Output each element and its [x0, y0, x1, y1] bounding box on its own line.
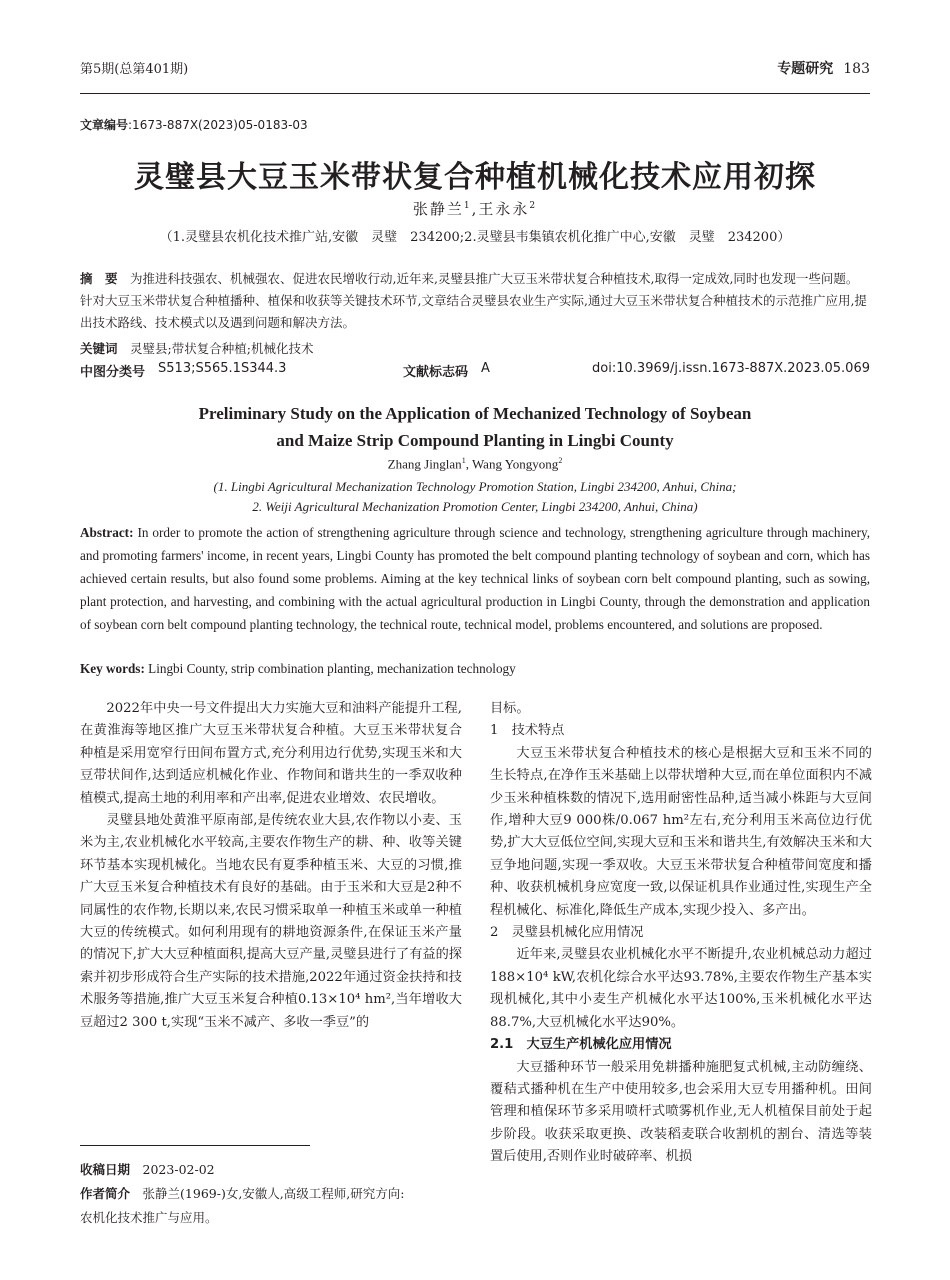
author-bio-cont: 农机化技术推广与应用。	[80, 1210, 218, 1225]
english-abstract: Abstract: In order to promote the action of strengthening agriculture through science and technology, strengthening agriculture through machinery, and promoting farmers' income, in recent years, Lingbi County has promoted the belt compound planting technology of soybean and corn, which has achieved certain results, but also found some problems. Aiming at the key technical links of soybean corn belt compound planting, such as sowing, plant protection, and harvesting, and combining with the actual agricultural production in Lingbi County, through the demonstration and application of soybean corn belt compound planting technology, the technical route, technical model, problems encountered, and solutions are proposed.	[80, 525, 871, 632]
chinese-authors: 张静兰$^1$,王永永$^2$	[412, 200, 538, 218]
section-and-page	[777, 58, 870, 78]
footnote-rule	[80, 1145, 310, 1146]
received-date: 收稿日期 2023-02-02	[80, 1162, 215, 1177]
chinese-keywords: 关键词 灵璧县;带状复合种植;机械化技术	[80, 341, 314, 356]
doi: doi:10.3969/j.issn.1673-887X.2023.05.069	[592, 361, 870, 376]
body-paragraph: 大豆播种环节一般采用免耕播种施肥复式机械,主动防缠绕、覆秸式播种机在生产中使用较多,也会采用大豆专用播种机。田间管理和植保环节多采用喷杆式喷雾机作业,无人机植保目前处于起步阶段。收获采取更换、改装稻麦联合收割机的割台、清选等装置后使用,否则作业时破碎率、机损	[490, 1059, 872, 1165]
body-paragraph: 目标。	[490, 701, 530, 716]
classification-row	[80, 361, 870, 383]
english-keywords: Key words: Lingbi County, strip combination planting, mechanization technology	[80, 661, 516, 676]
issue-info: 第5期(总第401期)	[80, 62, 189, 77]
body-right-column	[490, 698, 872, 1169]
chinese-affiliation: （1.灵璧县农机化技术推广站,安徽 灵璧 234200;2.灵璧县韦集镇农机化推广中心,安徽 灵璧 234200）	[159, 230, 791, 245]
clc-number: 中图分类号 S513;S565.1S344.3	[80, 361, 287, 380]
body-paragraph: 2022年中央一号文件提出大力实施大豆和油料产能提升工程,在黄淮海等地区推广大豆玉米带状复合种植。大豆玉米带状复合种植是采用宽窄行田间布置方式,充分利用边行优势,实现玉米和大豆带状间作,达到适应机械化作业、作物间和谐共生的一季双收种植模式,提高土地的利用率和产出率,促进农业增效、农民增收。	[80, 701, 462, 806]
page-number: 183	[843, 61, 870, 77]
article-number: 文章编号:1673-887X(2023)05-0183-03	[80, 118, 308, 132]
english-authors: Zhang Jinglan$^1$, Wang Yongyong$^2$	[387, 456, 563, 472]
header-rule	[80, 93, 870, 94]
running-header	[80, 58, 870, 80]
body-paragraph: 灵璧县地处黄淮平原南部,是传统农业大县,农作物以小麦、玉米为主,农业机械化水平较高,主要农作物生产的耕、种、收等关键环节基本实现机械化。当地农民有夏季种植玉米、大豆的习惯,推广大豆玉米复合种植技术有良好的基础。由于玉米和大豆是2种不同属性的农作物,长期以来,农民习惯采取单一种植玉米或单一种植大豆的传统模式。如何利用现有的耕地资源条件,在保证玉米产量的情况下,扩大大豆种植面积,提高大豆产量,灵璧县进行了有益的探索并初步形成符合生产实际的技术措施,2022年通过资金扶持和技术服务等措施,推广大豆玉米复合种植0.13×10⁴ hm²,当年增收大豆超过2 300 t,实现“玉米不减产、多收一季豆”的	[80, 813, 462, 1030]
body-paragraph: 大豆玉米带状复合种植技术的核心是根据大豆和玉米不同的生长特点,在净作玉米基础上以带状增种大豆,而在单位面积内不减少玉米种植株数的情况下,选用耐密性品种,适当减小株距与大豆间作,增种大豆9 000株/0.067 hm²左右,充分利用玉米高位边行优势,扩大大豆低位空间,实现大豆和玉米和谐共生,有效解决玉米和大豆争地问题,实现一季双收。大豆玉米带状复合种植带间宽度和播种、收获机械机身应宽度一致,以保证机具作业通过性,实现生产全程机械化、标准化,降低生产成本,实现少投入、多产出。	[490, 745, 872, 918]
english-affiliation-2: 2. Weiji Agricultural Mechanization Promotion Center, Lingbi 234200, Anhui, China)	[252, 499, 698, 514]
author-bio: 作者简介 张静兰(1969-)女,安徽人,高级工程师,研究方向:	[80, 1186, 405, 1201]
english-title: Preliminary Study on the Application of Mechanized Technology of Soybean and Maize Strip Compound Planting in Lingbi County	[198, 404, 752, 450]
section-heading-2: 2 灵璧县机械化应用情况	[490, 925, 644, 941]
section-heading-1: 1 技术特点	[490, 723, 565, 739]
body-left-column	[80, 698, 462, 1034]
body-paragraph: 近年来,灵璧县农业机械化水平不断提升,农业机械总动力超过188×10⁴ kW,农机化综合水平达93.78%,主要农作物生产基本实现机械化,其中小麦生产机械化水平达100%,玉米机械化水平达88.7%,大豆机械化水平达90%。	[490, 947, 872, 1030]
english-affiliation-1: (1. Lingbi Agricultural Mechanization Technology Promotion Station, Lingbi 234200, Anhui, China;	[213, 479, 737, 494]
chinese-title: 灵璧县大豆玉米带状复合种植机械化技术应用初探	[134, 160, 816, 195]
section-heading-2-1: 2.1 大豆生产机械化应用情况	[490, 1037, 672, 1053]
document-code: 文献标志码 A	[403, 361, 490, 380]
chinese-abstract: 摘 要 为推进科技强农、机械强农、促进农民增收行动,近年来,灵璧县推广大豆玉米带状复合种植技术,取得一定成效,同时也发现一些问题。针对大豆玉米带状复合种植播种、植保和收获等关键技术环节,文章结合灵璧县农业生产实际,通过大豆玉米带状复合种植技术的示范推广应用,提出技术路线、技术模式以及遇到问题和解决方法。	[80, 271, 867, 330]
section-name: 专题研究	[777, 61, 834, 77]
